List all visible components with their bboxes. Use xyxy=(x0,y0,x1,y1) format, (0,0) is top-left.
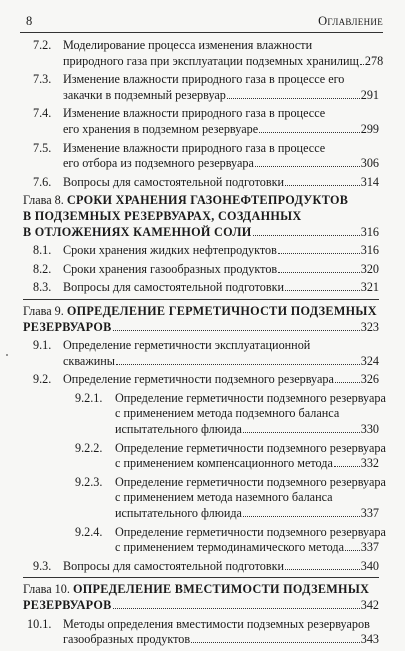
entry-page: 321 xyxy=(360,280,379,295)
entry-title: Изменение влажности природного газа в процессе xyxy=(63,106,326,121)
chapter-page: 323 xyxy=(360,319,379,334)
dot-leader xyxy=(255,166,360,167)
dot-leader xyxy=(253,235,360,236)
entry-title: Изменение влажности природного газа в процессе его xyxy=(63,72,345,87)
table-of-contents xyxy=(23,38,386,651)
entry-title: Определение герметичности подземного резервуара xyxy=(115,440,386,455)
entry-page: 320 xyxy=(360,261,379,276)
entry-line xyxy=(63,372,379,388)
entry-title: Вопросы для самостоятельной подготовки xyxy=(63,558,285,573)
entry-title: Вопросы для самостоятельной подготовки xyxy=(63,174,285,189)
chapter-title-line xyxy=(23,209,302,225)
chapter-prefix: Глава 9. xyxy=(23,303,67,318)
dot-leader xyxy=(191,642,360,643)
dot-leader xyxy=(285,290,360,291)
entry-number: 9.2.4. xyxy=(75,524,103,539)
toc-entry xyxy=(23,372,379,388)
entry-title: его хранения в подземном резервуаре xyxy=(63,121,259,136)
entry-number: 9.3. xyxy=(33,558,52,573)
chapter-line xyxy=(23,209,379,225)
chapter-divider xyxy=(23,299,379,300)
dot-leader xyxy=(360,64,364,65)
dot-leader xyxy=(278,253,360,254)
chapter-title: СРОКИ ХРАНЕНИЯ ГАЗОНЕФТЕПРОДУКТОВ xyxy=(66,193,349,208)
entry-line xyxy=(63,72,379,88)
entry-title: Определение герметичности подземного резервуара xyxy=(115,390,386,405)
chapter-divider xyxy=(23,577,379,578)
entry-line xyxy=(63,38,379,54)
entry-title: Определение герметичности эксплуатационной xyxy=(63,338,311,353)
entry-title: с применением метода подземного баланса xyxy=(115,406,340,421)
toc-entry xyxy=(23,243,379,259)
chapter-line xyxy=(23,598,379,614)
chapter-8-sections xyxy=(23,243,379,296)
dot-leader xyxy=(345,550,360,551)
entry-page: 306 xyxy=(360,156,379,171)
toc-entry xyxy=(23,72,379,103)
entry-page: 278 xyxy=(364,53,384,68)
entry-line xyxy=(115,422,379,438)
entry-title: Методы определения вместимости подземных резервуаров xyxy=(63,616,370,631)
toc-entry xyxy=(23,559,379,575)
entry-number: 7.2. xyxy=(33,38,52,52)
chapter-title-line xyxy=(23,598,112,614)
entry-page: 299 xyxy=(360,121,379,136)
entry-number: 8.1. xyxy=(33,243,52,258)
entry-title: Сроки хранения жидких нефтепродуктов xyxy=(63,243,277,258)
chapter-7-sections xyxy=(23,38,384,190)
dot-leader xyxy=(113,608,360,609)
entry-title: испытательного флюида xyxy=(115,506,242,521)
entry-title: его отбора из подземного резервуара xyxy=(63,156,254,171)
toc-entry xyxy=(23,390,386,438)
entry-title: с применением метода наземного баланса xyxy=(115,490,333,505)
chapter-entry xyxy=(23,304,379,335)
toc-entry xyxy=(23,440,386,472)
entry-title: Определение герметичности подземного резервуара xyxy=(115,524,386,539)
entry-line xyxy=(63,141,379,157)
entry-line xyxy=(115,406,379,422)
entry-line xyxy=(63,354,379,370)
entry-page: 332 xyxy=(360,456,379,471)
dot-leader xyxy=(116,364,360,365)
entry-line xyxy=(63,122,379,138)
dot-leader xyxy=(259,132,360,133)
entry-title: испытательного флюида xyxy=(115,422,242,437)
toc-entry xyxy=(23,338,379,369)
toc-entry xyxy=(23,141,379,172)
entry-title: с применением термодинамического метода xyxy=(115,540,344,555)
entry-page: 326 xyxy=(360,372,379,387)
entry-page: 324 xyxy=(360,353,379,368)
entry-line xyxy=(63,262,379,278)
chapter-title: ОПРЕДЕЛЕНИЕ ГЕРМЕТИЧНОСТИ ПОДЗЕМНЫХ xyxy=(66,303,377,318)
entry-line xyxy=(63,53,384,70)
entry-line xyxy=(115,490,379,506)
entry-title: Сроки хранения газообразных продуктов xyxy=(63,261,278,276)
chapter-title: ОПРЕДЕЛЕНИЕ ВМЕСТИМОСТИ ПОДЗЕМНЫХ xyxy=(72,582,370,597)
entry-title: Изменение влажности природного газа в процессе xyxy=(63,140,326,155)
chapter-page: 342 xyxy=(360,598,379,612)
dot-leader xyxy=(243,432,360,433)
chapter-page: 316 xyxy=(360,224,379,239)
dot-leader xyxy=(335,382,360,383)
entry-number: 9.2.1. xyxy=(75,390,103,405)
entry-line xyxy=(115,474,386,491)
entry-title: закачки в подземный резервуар xyxy=(63,87,226,102)
section-9-3 xyxy=(23,559,379,575)
toc-entry xyxy=(23,474,386,522)
entry-number: 9.2.2. xyxy=(75,440,103,455)
entry-line xyxy=(115,540,379,556)
entry-line xyxy=(63,243,379,259)
entry-number: 7.6. xyxy=(33,174,52,189)
entry-title: природного газа при эксплуатации подземных хранилищ xyxy=(63,53,359,68)
chapter-line xyxy=(23,304,379,320)
toc-entry xyxy=(23,106,379,137)
entry-line xyxy=(63,617,379,633)
chapter-line xyxy=(23,320,379,336)
toc-entry xyxy=(23,524,386,556)
chapter-10-heading xyxy=(23,582,379,613)
entry-line xyxy=(63,338,379,354)
chapter-line xyxy=(23,193,379,209)
chapter-prefix: Глава 8. xyxy=(23,193,67,208)
entry-number: 7.5. xyxy=(33,140,52,155)
dot-leader xyxy=(285,185,360,186)
entry-line xyxy=(63,559,379,575)
entry-number: 7.4. xyxy=(33,106,52,121)
chapter-title: В ПОДЗЕМНЫХ РЕЗЕРВУАРАХ, СОЗДАННЫХ xyxy=(23,208,302,223)
chapter-title: В ОТЛОЖЕНИЯХ КАМЕННОЙ СОЛИ xyxy=(23,224,252,239)
toc-entry xyxy=(23,175,379,191)
chapter-prefix: Глава 10. xyxy=(23,582,73,597)
chapter-title: РЕЗЕРВУАРОВ xyxy=(23,319,112,334)
dot-leader xyxy=(113,330,360,331)
toc-entry xyxy=(23,280,379,296)
toc-entry xyxy=(23,262,379,278)
entry-page: 314 xyxy=(360,174,379,189)
running-title: Оглавление xyxy=(318,14,383,28)
chapter-line xyxy=(23,582,379,598)
chapter-title-line xyxy=(23,582,369,598)
chapter-title-line xyxy=(23,193,348,209)
chapter-entry xyxy=(23,582,379,613)
entry-title: Определение герметичности подземного резервуара xyxy=(115,474,386,489)
entry-line xyxy=(63,88,379,104)
entry-number: 9.2.3. xyxy=(75,474,103,489)
entry-line xyxy=(63,156,379,172)
entry-line xyxy=(63,632,379,648)
entry-line xyxy=(115,456,379,472)
page-header xyxy=(20,12,383,33)
entry-number: 10.1. xyxy=(27,616,52,631)
entry-page: 343 xyxy=(360,632,379,647)
entry-number: 8.2. xyxy=(33,261,52,276)
entry-line xyxy=(115,440,386,457)
dot-leader xyxy=(243,516,360,517)
entry-line xyxy=(115,390,386,407)
entry-line xyxy=(63,280,379,296)
page-number: 8 xyxy=(26,14,33,28)
chapter-8-heading xyxy=(23,193,379,240)
entry-number: 8.3. xyxy=(33,280,52,295)
dot-leader xyxy=(334,466,360,467)
entry-line xyxy=(115,524,386,541)
entry-number: 7.3. xyxy=(33,72,52,87)
section-9-2-subsections xyxy=(23,390,386,556)
entry-line xyxy=(63,175,379,191)
entry-title: Вопросы для самостоятельной подготовки xyxy=(63,280,285,295)
chapter-10-sections xyxy=(23,617,379,648)
toc-entry xyxy=(23,617,379,648)
entry-line xyxy=(63,106,379,122)
entry-page: 340 xyxy=(360,558,379,573)
chapter-title-line xyxy=(23,225,252,241)
dot-leader xyxy=(285,569,360,570)
toc-entry xyxy=(23,38,384,69)
chapter-9-sections xyxy=(23,338,379,388)
dot-leader xyxy=(227,98,360,99)
entry-title: Моделирование процесса изменения влажности xyxy=(63,38,313,52)
entry-page: 337 xyxy=(360,540,379,555)
chapter-title-line xyxy=(23,320,112,336)
chapter-title-line xyxy=(23,304,377,320)
chapter-title: РЕЗЕРВУАРОВ xyxy=(23,598,112,612)
scan-speck xyxy=(6,354,8,356)
chapter-line xyxy=(23,225,379,241)
entry-page: 316 xyxy=(360,243,379,258)
entry-title: Определение герметичности подземного резервуара xyxy=(63,372,334,387)
entry-page: 291 xyxy=(360,87,379,102)
entry-page: 337 xyxy=(360,506,379,521)
chapter-9-heading xyxy=(23,304,379,335)
entry-number: 9.1. xyxy=(33,338,52,353)
entry-title: с применением компенсационного метода xyxy=(115,456,333,471)
dot-leader xyxy=(278,272,360,273)
entry-page: 330 xyxy=(360,422,379,437)
entry-number: 9.2. xyxy=(33,372,52,387)
entry-title: газообразных продуктов xyxy=(63,632,191,647)
entry-line xyxy=(115,506,379,522)
chapter-entry xyxy=(23,193,379,240)
entry-title: скважины xyxy=(63,353,115,368)
